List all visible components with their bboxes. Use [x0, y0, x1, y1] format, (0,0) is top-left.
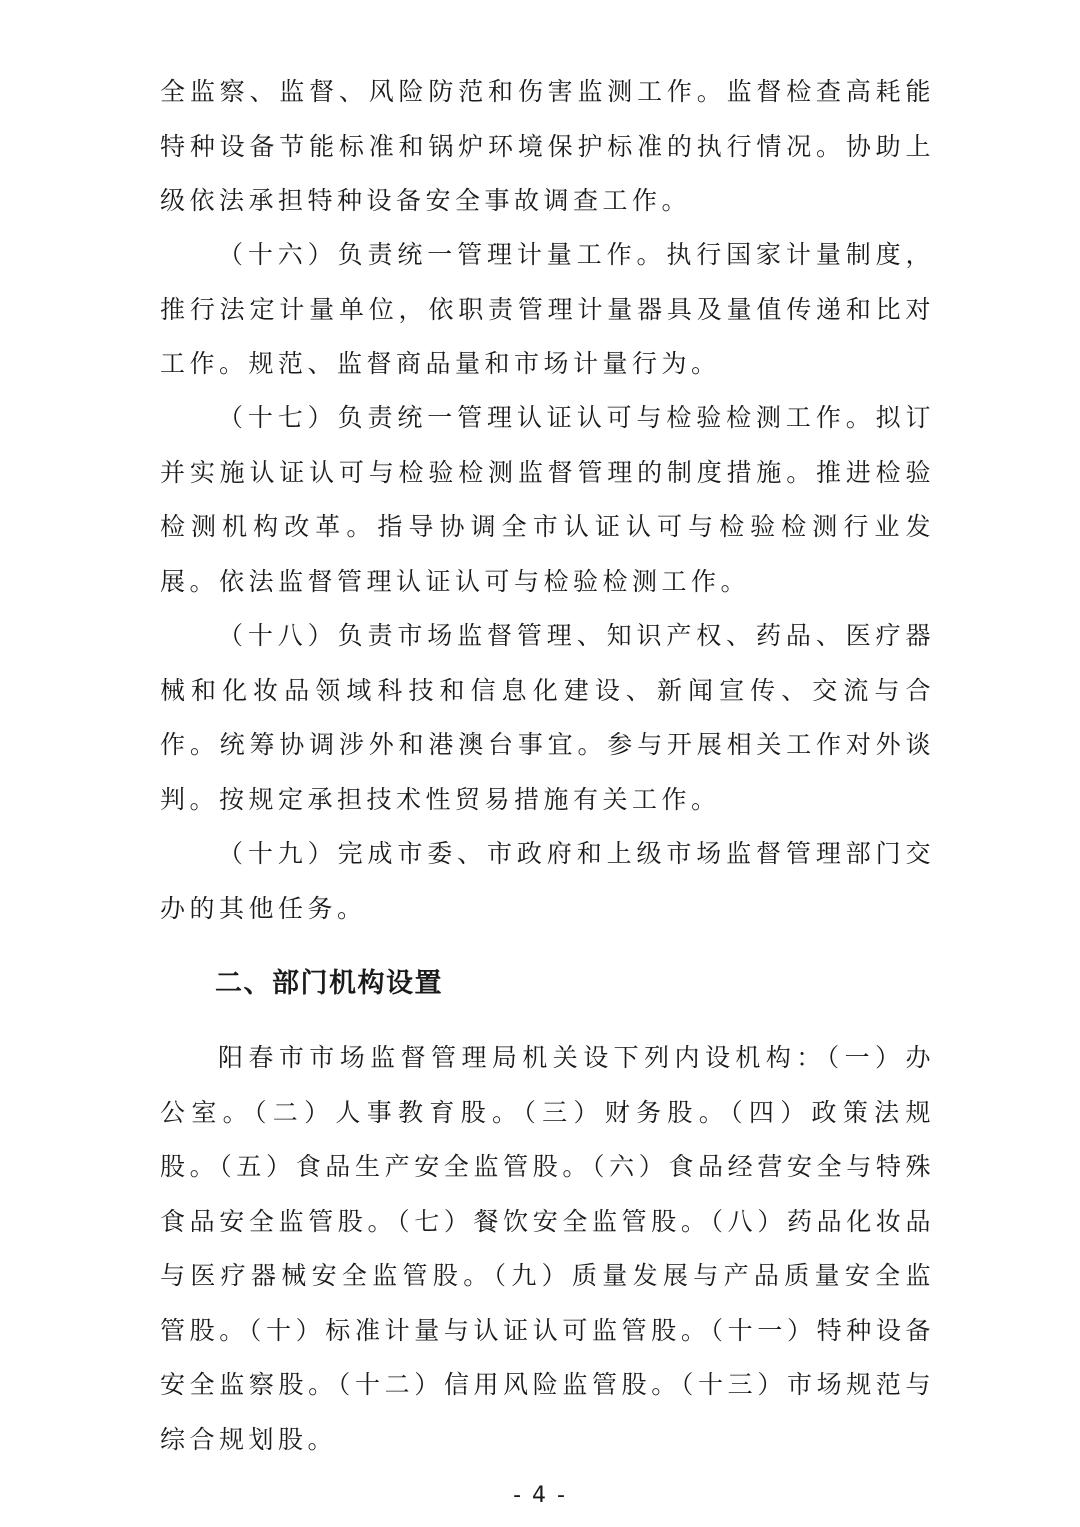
section-heading-department-structure: 二、部门机构设置 [215, 968, 443, 999]
page-number: - 4 - [513, 1483, 567, 1508]
paragraph-item-19-other-tasks: （十九）完成市委、市政府和上级市场监督管理部门交办的其他任务。 [160, 839, 935, 923]
paragraph-item-18-technology: （十八）负责市场监督管理、知识产权、药品、医疗器械和化妆品领域科技和信息化建设、新闻宣传、交流与合作。统筹协调涉外和港澳台事宜。参与开展相关工作对外谈判。按规定承担技术性贸易措施有关工作。 [160, 621, 935, 814]
paragraph-item-16-metrology: （十六）负责统一管理计量工作。执行国家计量制度，推行法定计量单位，依职责管理计量器具及量值传递和比对工作。规范、监督商品量和市场计量行为。 [160, 240, 935, 378]
paragraph-item-17-certification: （十七）负责统一管理认证认可与检验检测工作。拟订并实施认证认可与检验检测监督管理的制度措施。推进检验检测机构改革。指导协调全市认证认可与检验检测行业发展。依法监督管理认证认可与检验检测工作。 [160, 403, 935, 596]
paragraph-internal-institutions: 阳春市市场监督管理局机关设下列内设机构：（一）办公室。（二）人事教育股。（三）财务股。（四）政策法规股。（五）食品生产安全监管股。（六）食品经营安全与特殊食品安全监管股。（七）餐饮安全监管股。（八）药品化妆品与医疗器械安全监管股。（九）质量发展与产品质量安全监管股。（十）标准计量与认证认可监管股。（十一）特种设备安全监察股。（十二）信用风险监管股。（十三）市场规范与综合规划股。 [160, 1043, 935, 1454]
paragraph-continued-special-equipment: 全监察、监督、风险防范和伤害监测工作。监督检查高耗能特种设备节能标准和锅炉环境保护标准的执行情况。协助上级依法承担特种设备安全事故调查工作。 [160, 77, 935, 215]
